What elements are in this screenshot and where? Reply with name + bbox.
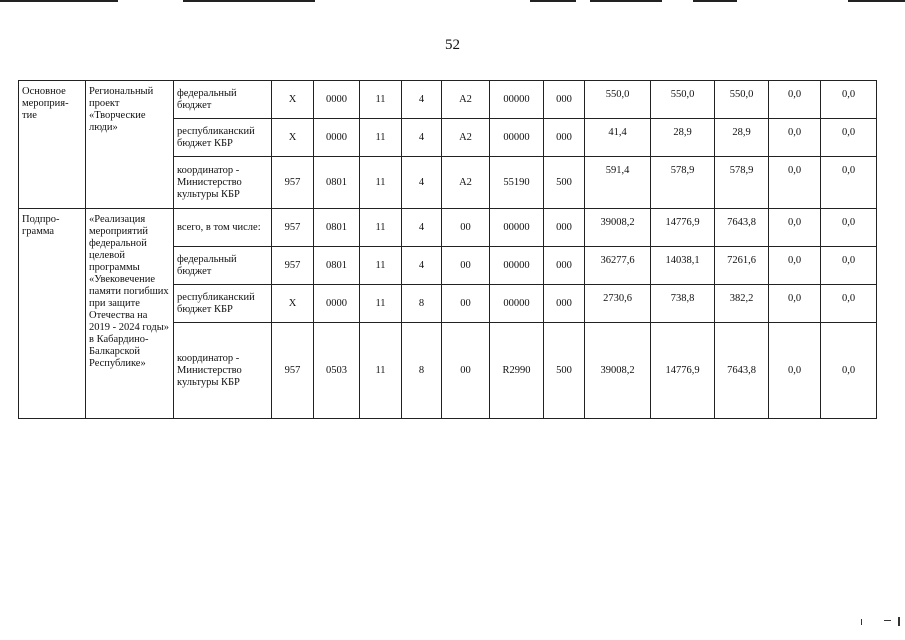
table-cell: 0,0 xyxy=(821,209,877,247)
table-cell: 11 xyxy=(360,209,402,247)
table-cell: 4 xyxy=(402,119,442,157)
table-cell: 0000 xyxy=(314,285,360,323)
table-cell: 550,0 xyxy=(585,81,651,119)
table-cell: 00 xyxy=(442,323,490,419)
table-cell: 957 xyxy=(272,247,314,285)
table-cell: 11 xyxy=(360,157,402,209)
table-cell: 0,0 xyxy=(821,119,877,157)
table-cell: 8 xyxy=(402,323,442,419)
table-cell: A2 xyxy=(442,119,490,157)
table-cell: 0801 xyxy=(314,247,360,285)
table-cell: 382,2 xyxy=(715,285,769,323)
table-row xyxy=(19,81,877,119)
table-cell: 0,0 xyxy=(821,81,877,119)
table-cell: 00 xyxy=(442,285,490,323)
scan-mark xyxy=(898,617,900,626)
funding-source-cell: республиканский бюджет КБР xyxy=(174,285,272,323)
funding-source-cell: всего, в том числе: xyxy=(174,209,272,247)
funding-source-cell: координатор - Министерство культуры КБР xyxy=(174,157,272,209)
table-cell: 8 xyxy=(402,285,442,323)
table-cell: 4 xyxy=(402,209,442,247)
table-cell: 11 xyxy=(360,119,402,157)
table-cell: 14776,9 xyxy=(651,323,715,419)
table-cell: 11 xyxy=(360,81,402,119)
table-cell: 0,0 xyxy=(769,323,821,419)
table-cell: 550,0 xyxy=(651,81,715,119)
table-cell: X xyxy=(272,81,314,119)
header-rule xyxy=(183,0,315,2)
table-cell: 28,9 xyxy=(715,119,769,157)
header-rule xyxy=(530,0,576,2)
activity-type-cell: Подпро-грамма xyxy=(19,209,86,419)
table-cell: 41,4 xyxy=(585,119,651,157)
activity-name-cell: Региональный проект «Творческие люди» xyxy=(86,81,174,209)
table-cell: A2 xyxy=(442,81,490,119)
table-cell: 00000 xyxy=(490,81,544,119)
table-cell: 0,0 xyxy=(769,81,821,119)
header-rule xyxy=(590,0,662,2)
table-cell: 0801 xyxy=(314,157,360,209)
table-cell: 957 xyxy=(272,209,314,247)
table-cell: 14038,1 xyxy=(651,247,715,285)
table-cell: 578,9 xyxy=(715,157,769,209)
header-rule xyxy=(0,0,118,2)
table-cell: 000 xyxy=(544,209,585,247)
table-cell: 000 xyxy=(544,81,585,119)
table-cell: A2 xyxy=(442,157,490,209)
table-cell: 00000 xyxy=(490,209,544,247)
table-cell: 0801 xyxy=(314,209,360,247)
table-cell: 000 xyxy=(544,285,585,323)
activity-type-cell: Основное мероприя-тие xyxy=(19,81,86,209)
page-number: 52 xyxy=(445,37,460,53)
table-cell: 591,4 xyxy=(585,157,651,209)
table-cell: 000 xyxy=(544,247,585,285)
funding-source-cell: координатор - Министерство культуры КБР xyxy=(174,323,272,419)
table-cell: 2730,6 xyxy=(585,285,651,323)
table-cell: 7643,8 xyxy=(715,209,769,247)
table-cell: 55190 xyxy=(490,157,544,209)
table-cell: 0,0 xyxy=(821,247,877,285)
table-cell: 0,0 xyxy=(821,157,877,209)
table-cell: 957 xyxy=(272,323,314,419)
table-cell: 550,0 xyxy=(715,81,769,119)
activity-name-cell: «Реализация мероприятий федеральной целевой программы «Увековечение памяти погибших при защите Отечества на 2019 - 2024 годы» в Кабардино-Балкарской Республике» xyxy=(86,209,174,419)
table-cell: 00000 xyxy=(490,247,544,285)
header-rule xyxy=(693,0,737,2)
table-cell: 578,9 xyxy=(651,157,715,209)
funding-source-cell: республиканский бюджет КБР xyxy=(174,119,272,157)
table-cell: X xyxy=(272,285,314,323)
table-cell: 39008,2 xyxy=(585,209,651,247)
scan-mark xyxy=(861,619,862,625)
table-cell: R2990 xyxy=(490,323,544,419)
table-cell: 500 xyxy=(544,157,585,209)
header-rule xyxy=(848,0,905,2)
table-cell: 28,9 xyxy=(651,119,715,157)
table-cell: 11 xyxy=(360,323,402,419)
table-cell: 7261,6 xyxy=(715,247,769,285)
table-cell: 0,0 xyxy=(769,209,821,247)
funding-source-cell: федеральный бюджет xyxy=(174,81,272,119)
scan-mark xyxy=(884,620,891,621)
table-cell: 4 xyxy=(402,157,442,209)
table-cell: 957 xyxy=(272,157,314,209)
table-cell: 39008,2 xyxy=(585,323,651,419)
table-cell: 500 xyxy=(544,323,585,419)
table-cell: 0503 xyxy=(314,323,360,419)
table-cell: 0000 xyxy=(314,119,360,157)
table-cell: X xyxy=(272,119,314,157)
table-cell: 00000 xyxy=(490,119,544,157)
budget-table xyxy=(18,80,877,419)
table-cell: 4 xyxy=(402,81,442,119)
table-cell: 0,0 xyxy=(821,323,877,419)
table-cell: 00000 xyxy=(490,285,544,323)
table-cell: 0,0 xyxy=(769,285,821,323)
table-cell: 11 xyxy=(360,247,402,285)
funding-source-cell: федеральный бюджет xyxy=(174,247,272,285)
table-cell: 7643,8 xyxy=(715,323,769,419)
table-cell: 14776,9 xyxy=(651,209,715,247)
table-cell: 36277,6 xyxy=(585,247,651,285)
table-cell: 000 xyxy=(544,119,585,157)
table-cell: 738,8 xyxy=(651,285,715,323)
table-cell: 11 xyxy=(360,285,402,323)
table-cell: 00 xyxy=(442,247,490,285)
table-cell: 0,0 xyxy=(769,247,821,285)
table-cell: 0,0 xyxy=(769,119,821,157)
table-cell: 0,0 xyxy=(821,285,877,323)
table-cell: 00 xyxy=(442,209,490,247)
table-cell: 4 xyxy=(402,247,442,285)
table-row xyxy=(19,209,877,247)
table-cell: 0,0 xyxy=(769,157,821,209)
table-cell: 0000 xyxy=(314,81,360,119)
